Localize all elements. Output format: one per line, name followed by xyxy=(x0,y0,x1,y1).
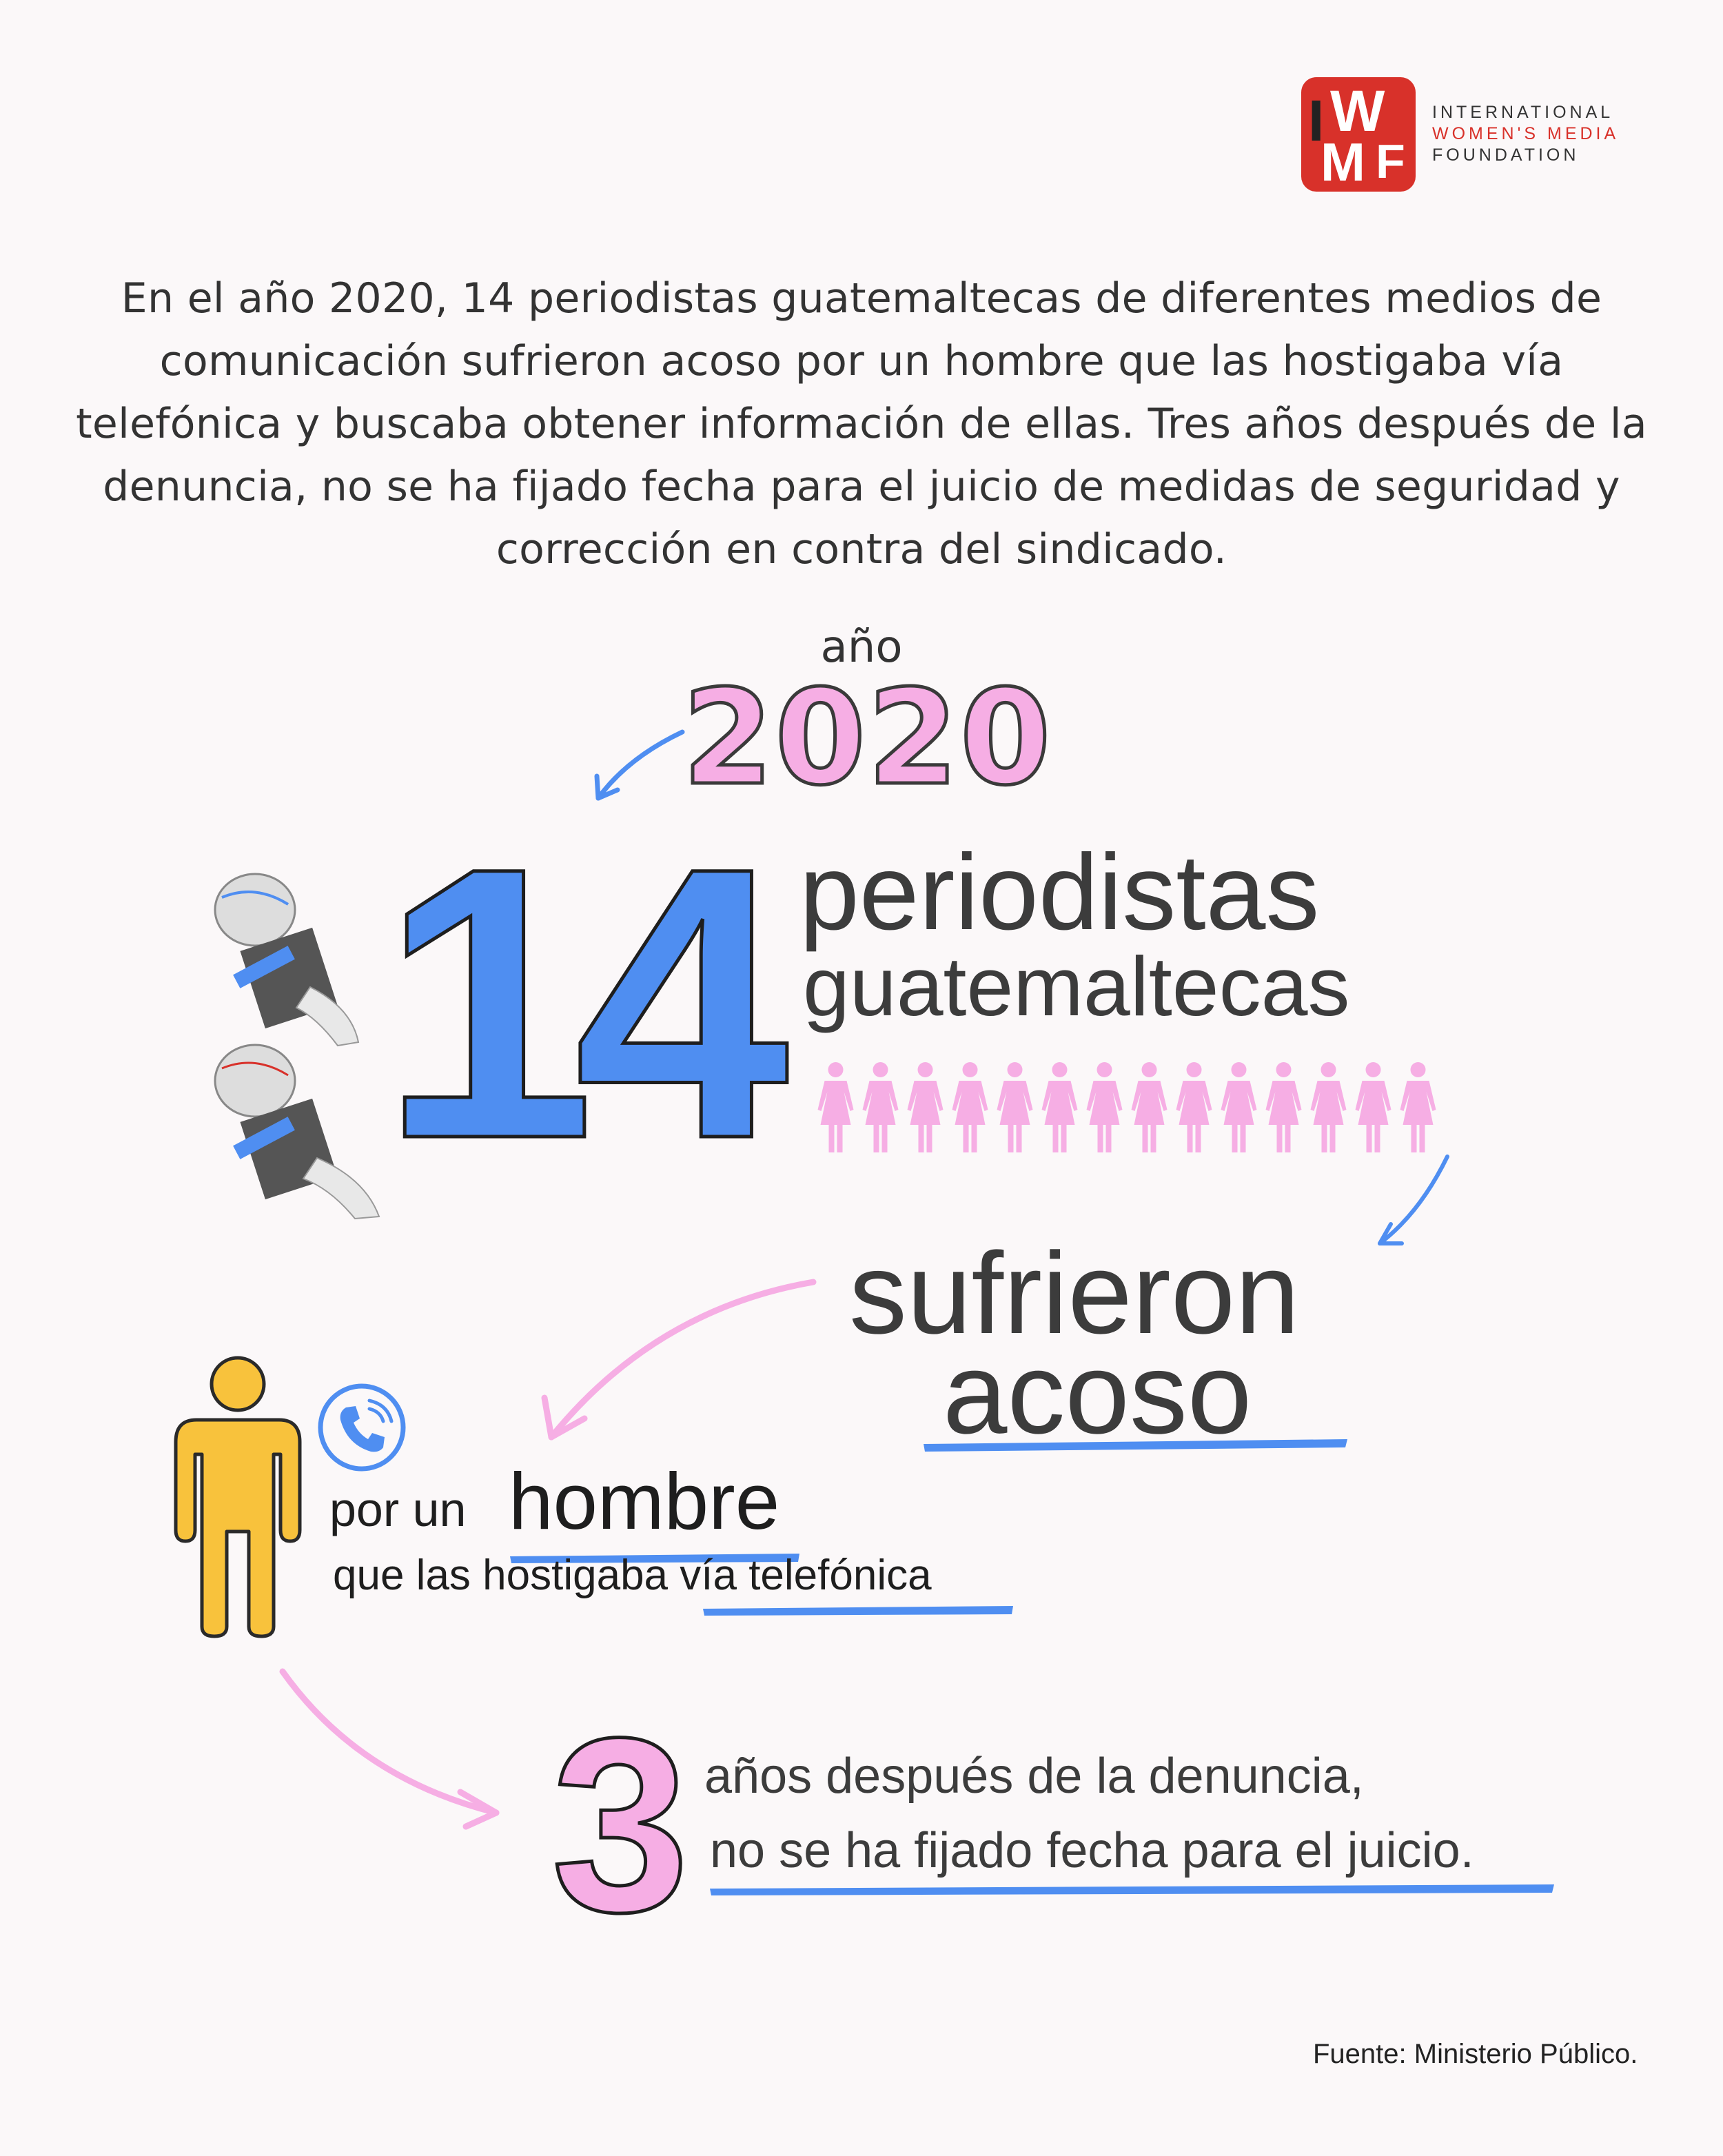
svg-text:M: M xyxy=(1321,132,1365,192)
svg-text:I: I xyxy=(1308,88,1325,153)
svg-text:F: F xyxy=(1376,134,1405,188)
logo-line-1: INTERNATIONAL xyxy=(1432,103,1614,122)
woman-icon xyxy=(1311,1062,1347,1152)
years-line-1: años después de la denuncia, xyxy=(704,1749,1364,1804)
perpetrator-word: hombre xyxy=(509,1456,780,1546)
source-credit: Fuente: Ministerio Público. xyxy=(1313,2039,1638,2069)
year-value: 2020 xyxy=(682,662,1052,814)
years-line-2: no se ha fijado fecha para el juicio. xyxy=(710,1823,1474,1878)
woman-icon xyxy=(1400,1062,1436,1152)
intro-paragraph: En el año 2020, 14 periodistas guatemaltecas de diferentes medios de comunicación sufrieron acoso por un hombre que las hostigaba vía telefónica y buscaba obtener información de ellas. Tres años después de la denuncia, no se ha fijado fecha para el juicio de medidas de seguridad y corrección en contra del sindicado. xyxy=(76,274,1647,573)
count-label-2: guatemaltecas xyxy=(803,939,1350,1033)
microphone-icon xyxy=(207,870,365,1049)
man-icon xyxy=(169,1351,307,1640)
perpetrator-detail: que las hostigaba vía telefónica xyxy=(333,1552,932,1599)
logo-line-2: WOMEN'S MEDIA xyxy=(1432,124,1620,143)
women-icons-row xyxy=(813,1061,1440,1155)
count-label-1: periodistas xyxy=(799,833,1320,953)
telefonica-underline xyxy=(703,1606,1013,1616)
count-number: 14 xyxy=(380,787,768,1219)
perpetrator-prefix: por un xyxy=(329,1483,467,1536)
woman-icon xyxy=(1132,1062,1168,1152)
woman-icon xyxy=(952,1062,988,1152)
svg-text:W: W xyxy=(1330,79,1385,143)
arrow-icon xyxy=(544,1282,813,1437)
arrow-icon xyxy=(283,1671,496,1827)
logo-line-3: FOUNDATION xyxy=(1432,145,1580,165)
juicio-underline xyxy=(710,1884,1554,1895)
woman-icon xyxy=(1356,1062,1391,1152)
woman-icon xyxy=(818,1062,854,1152)
woman-icon xyxy=(1266,1062,1302,1152)
year-label: año xyxy=(820,622,903,673)
woman-icon xyxy=(997,1062,1033,1152)
years-number: 3 xyxy=(551,1687,690,1964)
woman-icon xyxy=(1042,1062,1078,1152)
woman-icon xyxy=(1221,1062,1257,1152)
phone-icon xyxy=(316,1381,409,1474)
microphone-icon xyxy=(207,1041,386,1220)
woman-icon xyxy=(1176,1062,1212,1152)
harassment-label-1: sufrieron xyxy=(849,1228,1300,1358)
woman-icon xyxy=(1087,1062,1123,1152)
woman-icon xyxy=(908,1062,944,1152)
harassment-label-2: acoso xyxy=(943,1328,1252,1458)
arrow-icon xyxy=(1380,1157,1447,1243)
woman-icon xyxy=(863,1062,899,1152)
